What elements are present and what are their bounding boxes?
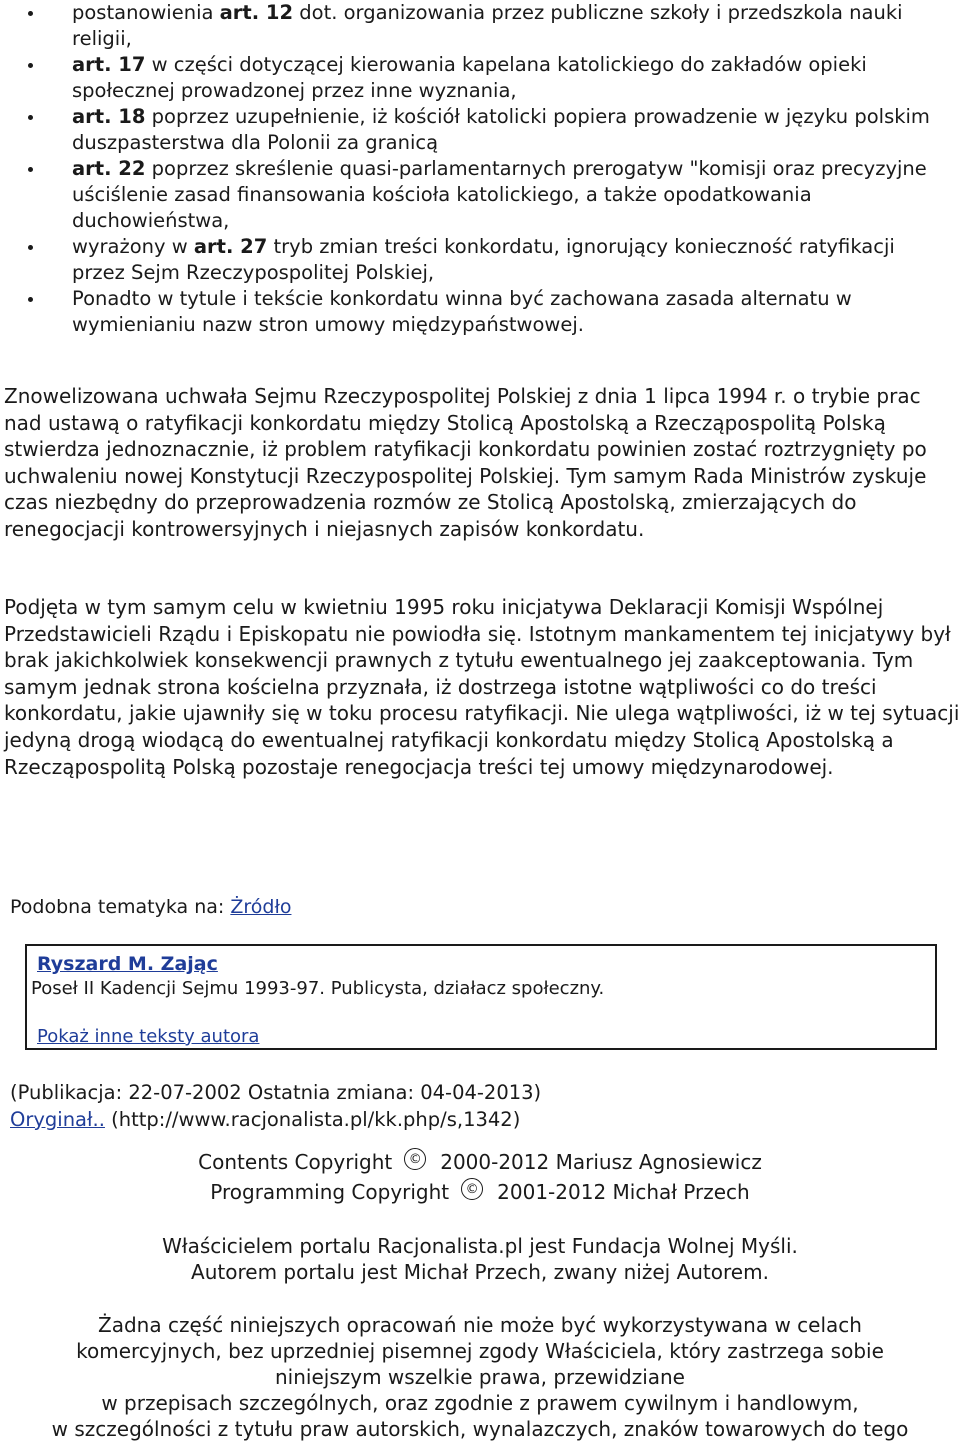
notice-line: Żadna część niniejszych opracowań nie może być wykorzystywana w celach (98, 1313, 862, 1337)
copyright-holder: 2001-2012 Michał Przech (497, 1180, 750, 1204)
list-item-text: poprzez uzupełnienie, iż kościół katolicki popiera prowadzenie w języku polskim duszpasterstwa dla Polonii za granicą (72, 105, 930, 154)
bullet-icon (28, 297, 33, 302)
paragraph-resolution: Znowelizowana uchwała Sejmu Rzeczypospolitej Polskiej z dnia 1 lipca 1994 r. o trybie prac nad ustawą o ratyfikacji konkordatu między Stolicą Apostolską a Rzecząpospolitą Polską stwierdza jednoznacznie, iż problem ratyfikacji konkordatu powinien zostać roztrzygnięty po uchwaleniu nowej Konstytucji Rzeczypospolitej Polskiej. Tym samym Rada Ministrów zyskuje czas niezbędny do przeprowadzenia rozmów ze Stolicą Apostolską, zmierzających do renegocjacji kontrowersyjnych i niejasnych zapisów konkordatu. (4, 384, 927, 541)
notice-line: w szczególności z tytułu praw autorskich, wynalazczych, znaków towarowych do tego (51, 1417, 909, 1441)
bullet-icon (28, 245, 33, 250)
article-ref: art. 22 (72, 157, 146, 180)
author-line: Autorem portalu jest Michał Przech, zwany niżej Autorem. (191, 1260, 769, 1284)
list-item-text: dot. organizowania przez publiczne szkoły i przedszkola nauki religii, (72, 1, 903, 50)
original-line (10, 1106, 541, 1133)
similar-topics-label: Podobna tematyka na: (10, 896, 231, 918)
programming-copyright (0, 1178, 960, 1206)
list-item (0, 104, 960, 156)
copyright-icon: © (404, 1148, 426, 1170)
bullet-icon (28, 167, 33, 172)
author-name-link[interactable]: Ryszard M. Zając (37, 953, 218, 975)
copyright-icon: © (461, 1178, 483, 1200)
author-box (25, 944, 937, 1050)
contents-copyright (0, 1148, 960, 1176)
list-item (0, 286, 960, 338)
original-link[interactable]: Oryginał.. (10, 1108, 105, 1131)
list-item-text: tryb zmian treści konkordatu, ignorujący konieczność ratyfikacji przez Sejm Rzeczypospolitej Polskiej, (72, 235, 895, 284)
list-item-text: postanowienia (72, 1, 220, 24)
list-item (0, 0, 960, 52)
list-item-text: poprzez skreślenie quasi-parlamentarnych prerogatyw "komisji oraz precyzyjne uściślenie zasad finansowania kościoła katolickiego, a także opodatkowania duchowieństwa, (72, 157, 927, 232)
owner-line: Właścicielem portalu Racjonalista.pl jest Fundacja Wolnej Myśli. (162, 1234, 798, 1258)
notice-line: w przepisach szczególnych, oraz zgodnie z prawem cywilnym i handlowym, (101, 1391, 859, 1415)
copyright-holder: 2000-2012 Mariusz Agnosiewicz (440, 1150, 762, 1174)
bullet-icon (28, 11, 33, 16)
list-item (0, 52, 960, 104)
notice-line: komercyjnych, bez uprzedniej pisemnej zgody Właściciela, który zastrzega sobie (76, 1339, 884, 1363)
article-ref: art. 27 (193, 235, 268, 258)
publication-info (10, 1079, 541, 1133)
source-link[interactable]: Żródło (230, 896, 292, 918)
similar-topics (10, 893, 291, 921)
notice-line: niniejszym wszelkie prawa, przewidziane (275, 1365, 685, 1389)
publication-dates: (Publikacja: 22-07-2002 Ostatnia zmiana: 04-04-2013) (10, 1081, 542, 1104)
article-ref: art. 12 (219, 1, 294, 24)
article-ref: art. 17 (72, 53, 146, 76)
more-author-texts-link[interactable]: Pokaż inne teksty autora (37, 1026, 260, 1047)
copyright-label: Programming Copyright (210, 1180, 450, 1204)
list-item-text: w części dotyczącej kierowania kapelana katolickiego do zakładów opieki społecznej prowadzonej przez inne wyznania, (72, 53, 867, 102)
list-item (0, 234, 960, 286)
bullet-icon (28, 115, 33, 120)
copyright-label: Contents Copyright (198, 1150, 393, 1174)
bullet-list (0, 0, 960, 338)
bullet-icon (28, 63, 33, 68)
list-item-text: Ponadto w tytule i tekście konkordatu winna być zachowana zasada alternatu w wymienianiu nazw stron umowy międzypaństwowej. (72, 287, 852, 336)
original-url: (http://www.racjonalista.pl/kk.php/s,1342) (104, 1108, 521, 1131)
author-description: Poseł II Kadencji Sejmu 1993-97. Publicysta, działacz społeczny. (31, 978, 605, 999)
list-item (0, 156, 960, 234)
paragraph-initiative: Podjęta w tym samym celu w kwietniu 1995 roku inicjatywa Deklaracji Komisji Wspólnej Przedstawicieli Rządu i Episkopatu nie powiodła się. Istotnym mankamentem tej inicjatywy był brak jakichkolwiek konsekwencji prawnych z tytułu ewentualnego jej zaakceptowania. Tym samym jednak strona kościelna przyznała, iż dostrzega istotne wątpliwości co do treści konkordatu, jakie ujawniły się w toku procesu ratyfikacji. Nie ulega wątpliwości, iż w tej sytuacji jedyną drogą wiodącą do ewentualnej ratyfikacji konkordatu między Stolicą Apostolską a Rzecząpospolitą Polską pozostaje renegocjacja treści tej umowy międzynarodowej. (4, 595, 960, 779)
list-item-text: wyrażony w (72, 235, 194, 258)
article-ref: art. 18 (72, 105, 146, 128)
